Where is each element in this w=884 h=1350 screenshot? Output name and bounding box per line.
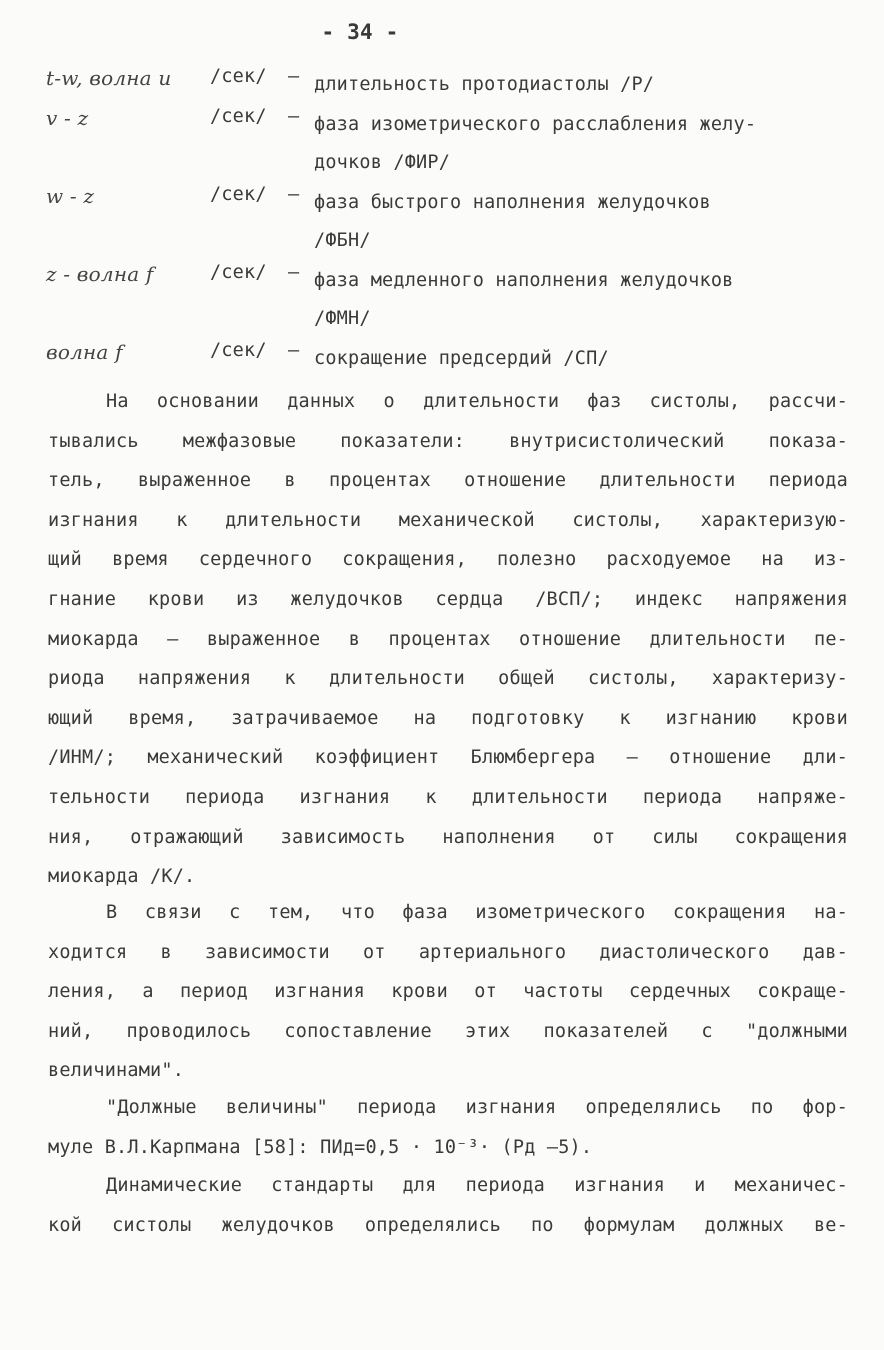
text-line: ющий время, затрачиваемое на подготовку к изгнанию крови	[48, 707, 848, 729]
definition-text: фаза изометрического расслабления желу-	[314, 114, 757, 135]
text-line: миокарда /К/.	[48, 866, 196, 888]
text-line: ний, проводилось сопоставление этих показателей с "должными	[48, 1020, 848, 1042]
text-line: тывались межфазовые показатели: внутрисистолический показа-	[48, 430, 848, 452]
body-paragraph	[48, 1166, 848, 1245]
text-line: Динамические стандарты для периода изгнания и механичес-	[106, 1175, 848, 1196]
handwritten-term: z - волна f	[46, 262, 154, 286]
unit-label: /сек/	[210, 184, 267, 205]
text-line: ходится в зависимости от артериального диастолического дав-	[48, 941, 848, 963]
unit-label: /сек/	[210, 106, 267, 127]
text-line: тельности периода изгнания к длительности периода напряже-	[48, 786, 848, 808]
handwritten-term: v - z	[46, 106, 89, 130]
page-number: - 34 -	[321, 20, 399, 44]
handwritten-term: w - z	[46, 184, 95, 208]
dash: –	[288, 340, 300, 361]
body-paragraph	[48, 382, 848, 897]
definition-text: дочков /ФИР/	[314, 152, 451, 173]
unit-label: /сек/	[210, 262, 267, 283]
handwritten-term: t-w, волна u	[46, 66, 172, 90]
text-line: В связи с тем, что фаза изометрического сокращения на-	[106, 902, 848, 923]
body-paragraph	[48, 893, 848, 1091]
text-line: На основании данных о длительности фаз систолы, рассчи-	[106, 391, 848, 412]
text-line: величинами".	[48, 1060, 185, 1082]
text-line: ния, отражающий зависимость наполнения от силы сокращения	[48, 826, 848, 848]
text-line: /ИНМ/; механический коэффициент Блюмбергера – отношение дли-	[48, 747, 848, 769]
text-line: ления, а период изгнания крови от частоты сердечных сокраще-	[48, 981, 848, 1003]
text-line: щий время сердечного сокращения, полезно расходуемое на из-	[48, 549, 848, 571]
dash: –	[288, 106, 300, 127]
definition-text: сокращение предсердий /СП/	[314, 348, 609, 369]
text-line: изгнания к длительности механической систолы, характеризую-	[48, 509, 848, 531]
text-line: "Должные величины" периода изгнания определялись по фор-	[106, 1097, 848, 1118]
text-line: гнание крови из желудочков сердца /ВСП/; индекс напряжения	[48, 588, 848, 610]
formula-line: муле В.Л.Карпмана [58]: ПИд=0,5 · 10⁻³· (Рд –5).	[48, 1136, 593, 1158]
definition-text: фаза медленного наполнения желудочков	[314, 270, 734, 291]
dash: –	[288, 262, 300, 283]
definition-text: длительность протодиастолы /Р/	[314, 74, 655, 95]
text-line: миокарда – выраженное в процентах отношение длительности пе-	[48, 628, 848, 650]
dash: –	[288, 66, 300, 87]
definition-text: фаза быстрого наполнения желудочков	[314, 192, 711, 213]
text-line: риода напряжения к длительности общей систолы, характеризу-	[48, 668, 848, 690]
dash: –	[288, 184, 300, 205]
definition-text: /ФБН/	[314, 230, 371, 251]
definition-text: /ФМН/	[314, 308, 371, 329]
unit-label: /сек/	[210, 340, 267, 361]
text-line: кой систолы желудочков определялись по формулам должных ве-	[48, 1214, 848, 1236]
text-line: тель, выраженное в процентах отношение длительности периода	[48, 470, 848, 492]
body-paragraph	[48, 1088, 848, 1167]
handwritten-term: волна f	[46, 340, 123, 364]
unit-label: /сек/	[210, 66, 267, 87]
